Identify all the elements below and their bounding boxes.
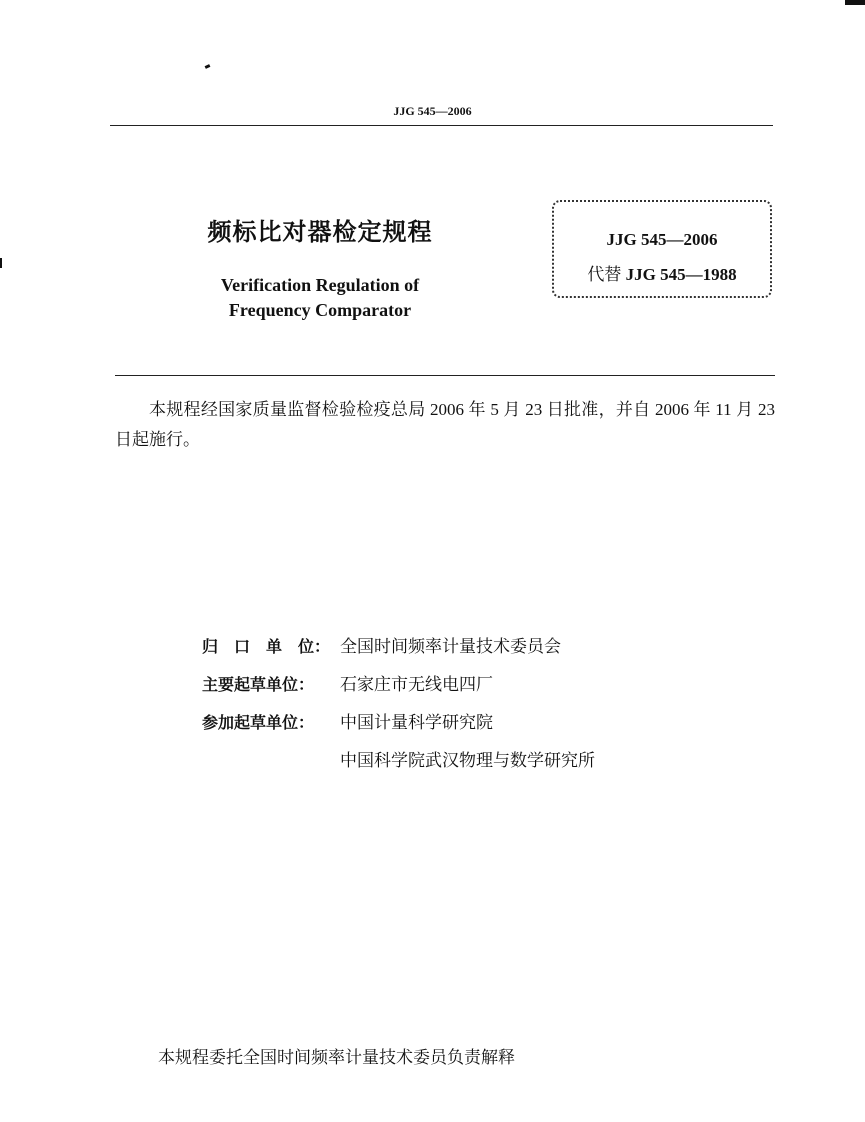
participating-drafter-label: 参加起草单位： <box>202 713 315 732</box>
responsible-unit-row <box>202 630 595 668</box>
scan-mark-left <box>0 258 2 268</box>
title-english-line2: Frequency Comparator <box>228 300 412 320</box>
header-standard-code: JJG 545—2006 <box>393 104 472 118</box>
title-english <box>150 273 490 323</box>
scan-mark-top-right <box>845 0 865 5</box>
code-box-current-code: JJG 545—2006 <box>606 230 718 249</box>
title-rule <box>115 375 775 376</box>
title-chinese: 频标比对器检定规程 <box>207 218 433 246</box>
header-rule <box>110 125 773 126</box>
participating-drafter-row <box>202 706 595 744</box>
interpretation-note: 本规程委托全国时间频率计量技术委员负责解释 <box>158 1048 515 1067</box>
participating-drafter-value-2: 中国科学院武汉物理与数学研究所 <box>340 751 595 770</box>
main-drafter-value: 石家庄市无线电四厂 <box>340 675 493 694</box>
responsible-unit-label: 归 口 单 位： <box>202 637 331 656</box>
title-english-line1: Verification Regulation of <box>220 275 420 295</box>
drafting-units <box>202 630 595 782</box>
standard-code-box <box>552 200 772 298</box>
main-drafter-label: 主要起草单位： <box>202 675 315 694</box>
approval-paragraph: 本规程经国家质量监督检验检疫总局 2006 年 5 月 23 日批准，并自 2006 年 11 月 23 日起施行。 <box>115 400 775 449</box>
scan-dot <box>205 64 211 69</box>
participating-drafter-value-1: 中国计量科学研究院 <box>340 713 493 732</box>
main-drafter-row <box>202 668 595 706</box>
replaced-code: JJG 545—1988 <box>625 265 737 284</box>
replaces-label: 代替 <box>587 265 622 284</box>
responsible-unit-value: 全国时间频率计量技术委员会 <box>340 637 561 656</box>
code-box-replaces <box>554 260 770 285</box>
